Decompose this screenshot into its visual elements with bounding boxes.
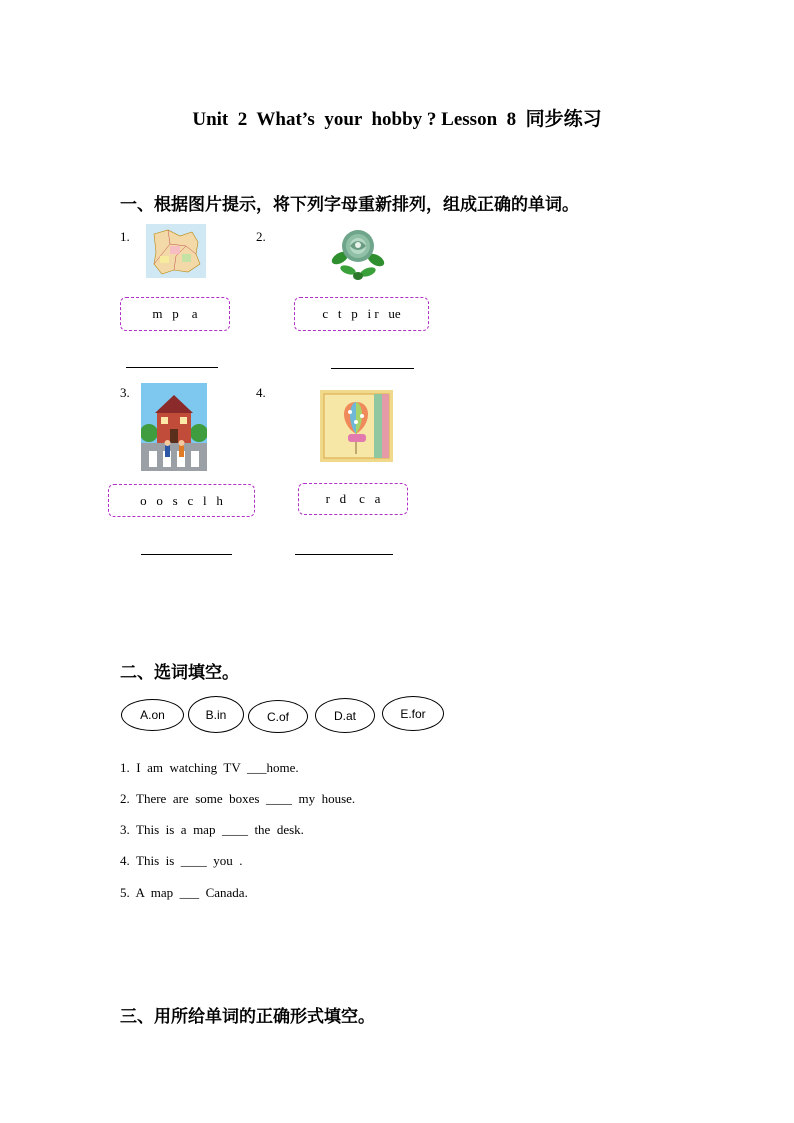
school-icon — [141, 383, 207, 471]
item-3-number: 3. — [120, 385, 130, 400]
map-icon — [146, 224, 206, 278]
sentence-3: 3. This is a map ____ the desk. — [120, 822, 304, 837]
sentence-2: 2. There are some boxes ____ my house. — [120, 791, 356, 806]
sentence-5: 5. A map ___ Canada. — [120, 885, 248, 900]
section-3-heading: 三、用所给单词的正确形式填空。 — [120, 1007, 375, 1026]
item-4-number: 4. — [256, 385, 266, 400]
flower-picture-icon — [326, 222, 390, 282]
answer-line-4[interactable] — [295, 554, 393, 555]
item-2-number: 2. — [256, 229, 266, 244]
letters-box-1: m p a — [120, 297, 230, 331]
letters-box-3: o o s c l h — [108, 484, 255, 517]
answer-line-1[interactable] — [126, 367, 218, 368]
sentence-1: 1. I am watching TV ___home. — [120, 760, 299, 775]
answer-line-3[interactable] — [141, 554, 232, 555]
page-title: Unit 2 What’s your hobby ? Lesson 8 同步练习 — [192, 109, 602, 130]
letters-box-2: c t p i r ue — [294, 297, 429, 331]
option-c[interactable]: C.of — [248, 700, 308, 733]
section-1-heading: 一、根据图片提示，将下列字母重新排列，组成正确的单词。 — [120, 195, 579, 214]
card-icon — [320, 390, 393, 462]
letters-box-4: r d c a — [298, 483, 408, 515]
answer-line-2[interactable] — [331, 368, 414, 369]
sentence-4: 4. This is ____ you . — [120, 853, 243, 868]
option-a[interactable]: A.on — [121, 699, 184, 731]
option-b[interactable]: B.in — [188, 696, 244, 733]
option-d[interactable]: D.at — [315, 698, 375, 733]
item-1-number: 1. — [120, 229, 130, 244]
option-e[interactable]: E.for — [382, 696, 444, 731]
section-2-heading: 二、选词填空。 — [120, 663, 239, 682]
